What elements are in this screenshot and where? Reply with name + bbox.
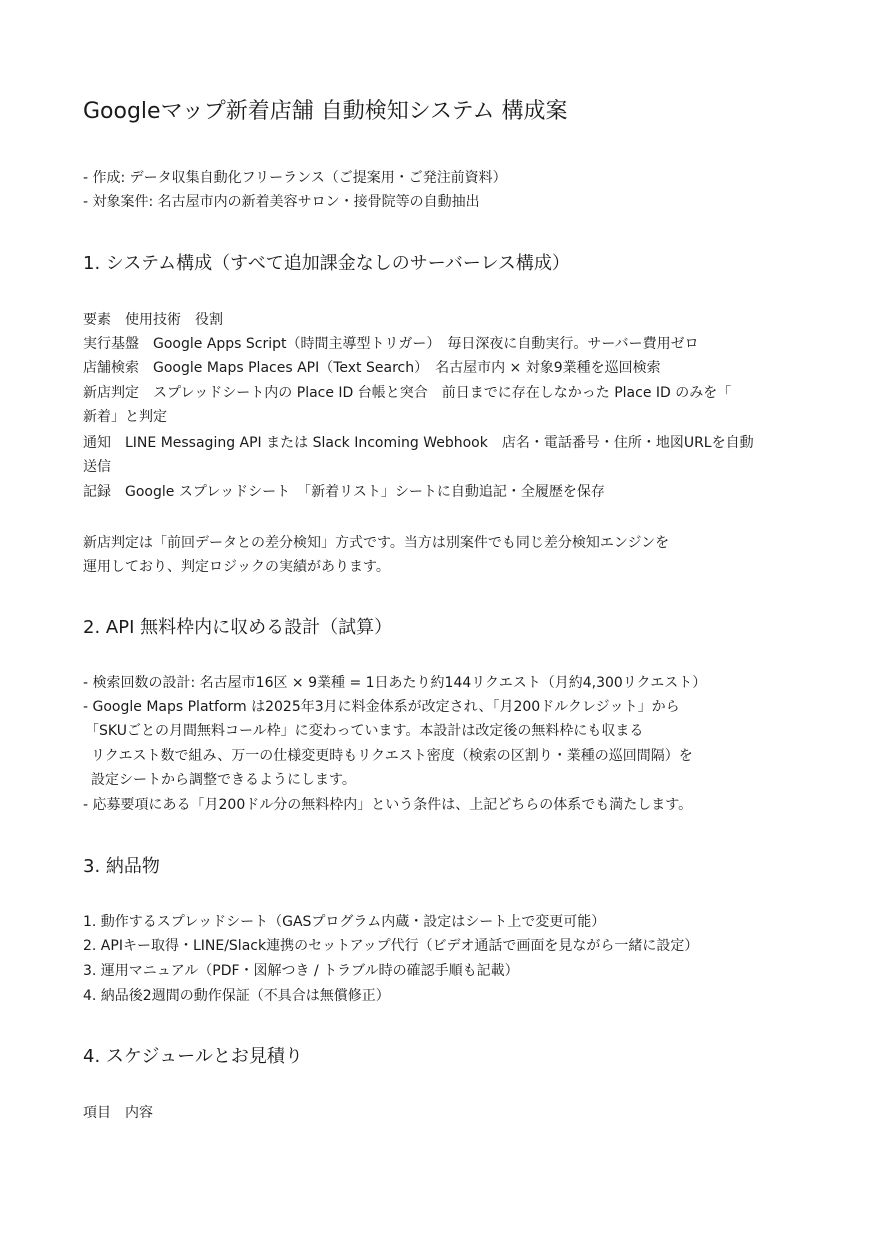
- section-1-heading: 1. システム構成（すべて追加課金なしのサーバーレス構成）: [83, 253, 570, 274]
- list-item: - Google Maps Platform は2025年3月に料金体系が改定され、「月200ドルクレジット」から: [83, 699, 680, 715]
- list-item: 4. 納品後2週間の動作保証（不具合は無償修正）: [83, 988, 390, 1004]
- paragraph-line: 新店判定は「前回データとの差分検知」方式です。当方は別案件でも同じ差分検知エンジンを: [83, 535, 670, 551]
- table-row: 店舗検索 Google Maps Places API（Text Search） 名古屋市内 × 対象9業種を巡回検索: [83, 360, 661, 376]
- list-item: 1. 動作するスプレッドシート（GASプログラム内蔵・設定はシート上で変更可能）: [83, 914, 606, 930]
- section-4-heading: 4. スケジュールとお見積り: [83, 1046, 303, 1067]
- list-item-continued: 設定シートから調整できるようにします。: [91, 772, 356, 788]
- meta-target: - 対象案件: 名古屋市内の新着美容サロン・接骨院等の自動抽出: [83, 194, 480, 210]
- table-row-continued: 新着」と判定: [83, 409, 167, 425]
- table-row-continued: 送信: [83, 459, 111, 475]
- list-item: - 検索回数の設計: 名古屋市16区 × 9業種 = 1日あたり約144リクエスト（月約4,300リクエスト）: [83, 675, 707, 691]
- table-header-row: 項目 内容: [83, 1105, 153, 1121]
- document-title: Googleマップ新着店舗 自動検知システム 構成案: [83, 99, 568, 124]
- meta-author: - 作成: データ収集自動化フリーランス（ご提案用・ご発注前資料）: [83, 170, 507, 186]
- table-row: 通知 LINE Messaging API または Slack Incoming Webhook 店名・電話番号・住所・地図URLを自動: [83, 435, 754, 451]
- list-item: 3. 運用マニュアル（PDF・図解つき / トラブル時の確認手順も記載）: [83, 963, 519, 979]
- table-row: 記録 Google スプレッドシート 「新着リスト」シートに自動追記・全履歴を保存: [83, 484, 605, 500]
- list-item-continued: 「SKUごとの月間無料コール枠」に変わっています。本設計は改定後の無料枠にも収まる: [85, 723, 644, 739]
- paragraph-line: 運用しており、判定ロジックの実績があります。: [83, 559, 390, 575]
- list-item-continued: リクエスト数で組み、万一の仕様変更時もリクエスト密度（検索の区割り・業種の巡回間隔）を: [91, 748, 693, 764]
- list-item: - 応募要項にある「月200ドル分の無料枠内」という条件は、上記どちらの体系でも満たします。: [83, 797, 693, 813]
- section-3-heading: 3. 納品物: [83, 856, 160, 877]
- table-header-row: 要素 使用技術 役割: [83, 312, 223, 328]
- section-2-heading: 2. API 無料枠内に収める設計（試算）: [83, 617, 393, 638]
- table-row: 実行基盤 Google Apps Script（時間主導型トリガー） 毎日深夜に自動実行。サーバー費用ゼロ: [83, 336, 699, 352]
- table-row: 新店判定 スプレッドシート内の Place ID 台帳と突合 前日までに存在しなかった Place ID のみを「: [83, 385, 732, 401]
- list-item: 2. APIキー取得・LINE/Slack連携のセットアップ代行（ビデオ通話で画面を見ながら一緒に設定）: [83, 938, 699, 954]
